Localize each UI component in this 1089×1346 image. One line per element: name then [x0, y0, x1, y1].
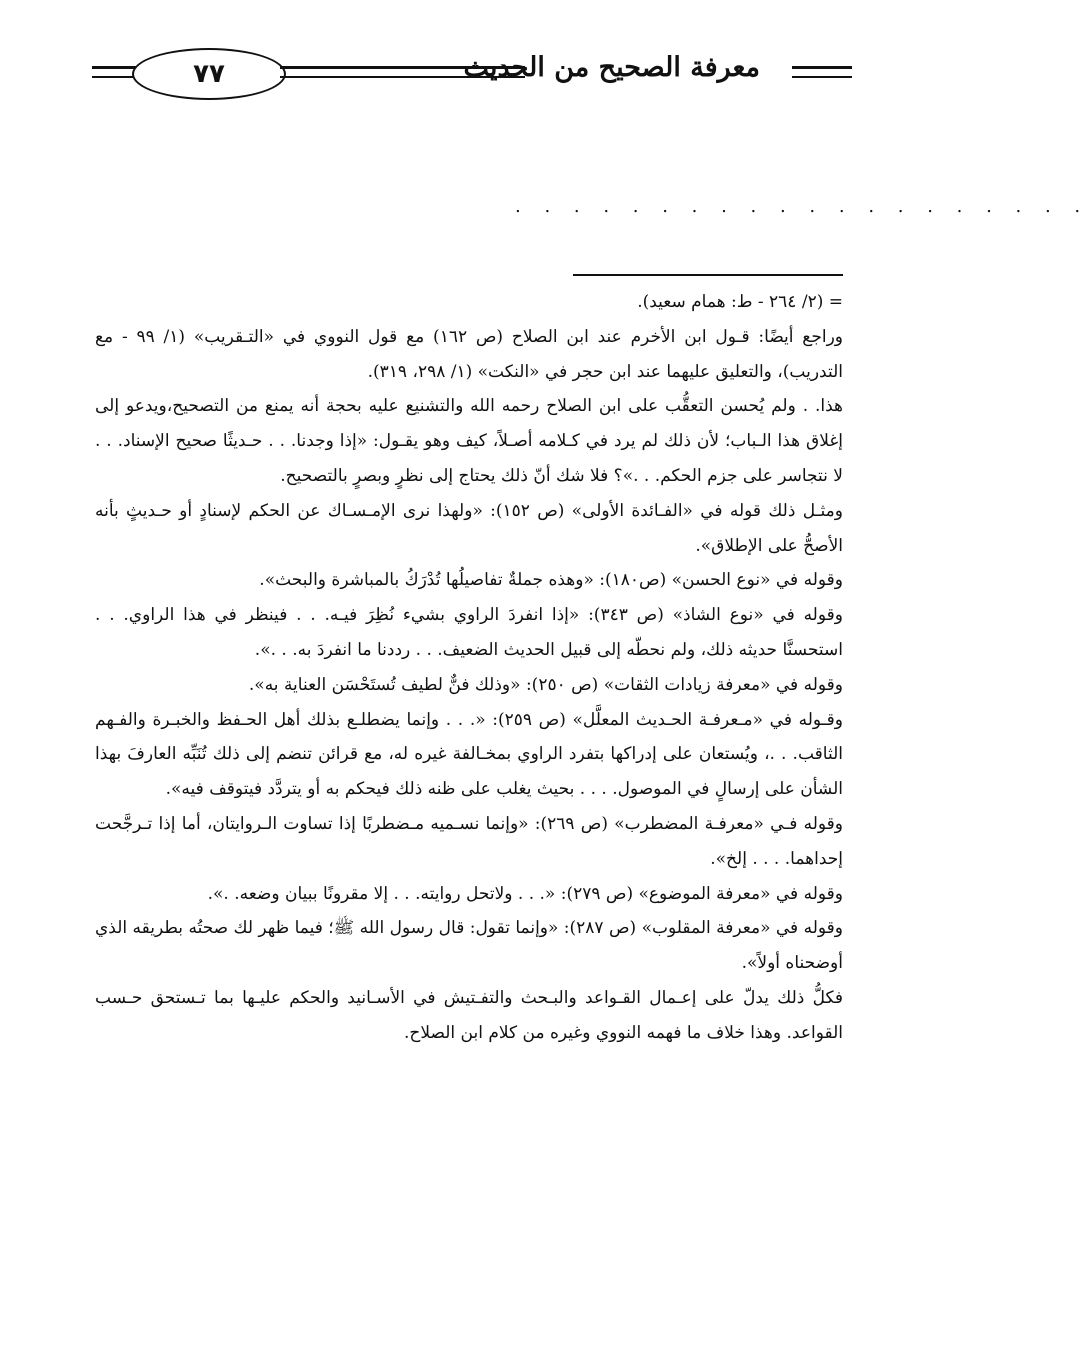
header-rule-left-bottom	[92, 76, 137, 78]
paragraph-6: وقوله في «نوع الشاذ» (ص ٣٤٣): «إذا انفردَ الراوي بشيء نُظِرَ فيـه. . . فينظر في هذا الراوي. . . استحسنَّا حديثه ذلك، ولم نحطّه إلى قبيل الحديث الضعيف. . . رددنا ما انفردَ به. . .».	[95, 605, 843, 660]
paragraph-10: وقوله في «معرفة الموضوع» (ص ٢٧٩): «. . . ولاتحل روايته. . . إلا مقرونًا ببيان وضعه. .».	[207, 883, 843, 904]
header-rule-right-bottom	[792, 76, 852, 78]
paragraph-5: وقوله في «نوع الحسن» (ص١٨٠): «وهذه جملةٌ تفاصيلُها تُدْرَكُ بالمباشرة والبحث».	[259, 570, 843, 591]
running-title: معرفة الصحيح من الحديث	[463, 52, 760, 83]
paragraph-11: وقوله في «معرفة المقلوب» (ص ٢٨٧): «وإنما تقول: قال رسول الله ﷺ؛ فيما ظهر لك صحتُه بطريقه الذي أوضحناه أولاً».	[95, 918, 843, 974]
footnote-separator	[573, 274, 843, 276]
paragraph-2: وراجع أيضًا: قـول ابن الأخرم عند ابن الصلاح (ص ١٦٢) مع قول النووي في «التـقريب» (١/ ٩٩ - مع التدريب)، والتعليق عليهما عند ابن حجر في «النكت» (١/ ٢٩٨، ٣١٩).	[95, 326, 843, 382]
paragraph-3: هذا. . ولم يُحسن التعقُّب على ابن الصلاح رحمه الله والتشنيع عليه بحجة أنه يمنع من التصحيح،ويدعو إلى إغلاق هذا الـباب؛ لأن ذلك لم يرد في كـلامه أصـلاً، كيف وهو يقـول: «إذا وجدنا. . . حـديثًا صحيح الإسناد. . . لا نتجاسر على جزم الحكم. . .»؟ فلا شك أنّ ذلك يحتاج إلى نظرٍ وبصرٍ بالتصحيح.	[95, 396, 843, 486]
header-rule-left-top	[92, 66, 137, 69]
paragraph-9: وقوله فـي «معرفـة المضطرب» (ص ٢٦٩): «وإنما نسـميه مـضطربًا إذا تساوت الـروايتان، أما إذا تـرجَّحت إحداهما. . . . إلخ».	[95, 813, 844, 869]
paragraph-4: ومثـل ذلك قوله في «الفـائدة الأولى» (ص ١٥٢): «ولهذا نرى الإمـسـاك عن الحكم لإسنادٍ أو حـديثٍ بأنه الأصحُّ على الإطلاق».	[95, 500, 843, 556]
paragraph-8: وقـوله في «مـعرفـة الحـديث المعلَّل» (ص ٢٥٩): «. . . وإنما يضطلـع بذلك أهل الحـفظ والخبـرة والفـهم الثاقب. . .، ويُستعان على إدراكها بتفرد الراوي بمخـالفة غيره له، مع قرائن تنضم إلى ذلك تُنَبِّه العارفَ بهذا الشأن على إرسالٍ في الموصول. . . . بحيث يغلب على ظنه ذلك فيحكم به أو يتردَّد فيتوقف فيه».	[95, 709, 843, 800]
paragraph-7: وقوله في «معرفة زيادات الثقات» (ص ٢٥٠): «وذلك فنٌّ لطيف تُستَحْسَن العناية به».	[248, 674, 843, 695]
page-number: ٧٧	[132, 48, 286, 100]
footnote-body	[95, 285, 843, 1051]
page-header	[92, 42, 852, 106]
paragraph-12: فكلُّ ذلك يدلّ على إعـمال القـواعد والبـحث والتفـتيش في الأسـانيد والحكم عليـها بما تـستحق حـسب القواعد. وهذا خلاف ما فهمه النووي وغيره من كلام ابن الصلاح.	[95, 987, 843, 1043]
header-rule-right-top	[792, 66, 852, 69]
paragraph-1: = (٢/ ٢٦٤ - ط: همام سعيد).	[637, 292, 843, 312]
ellipsis-line: . . . . . . . . . . . . . . . . . . . .	[515, 196, 1089, 217]
